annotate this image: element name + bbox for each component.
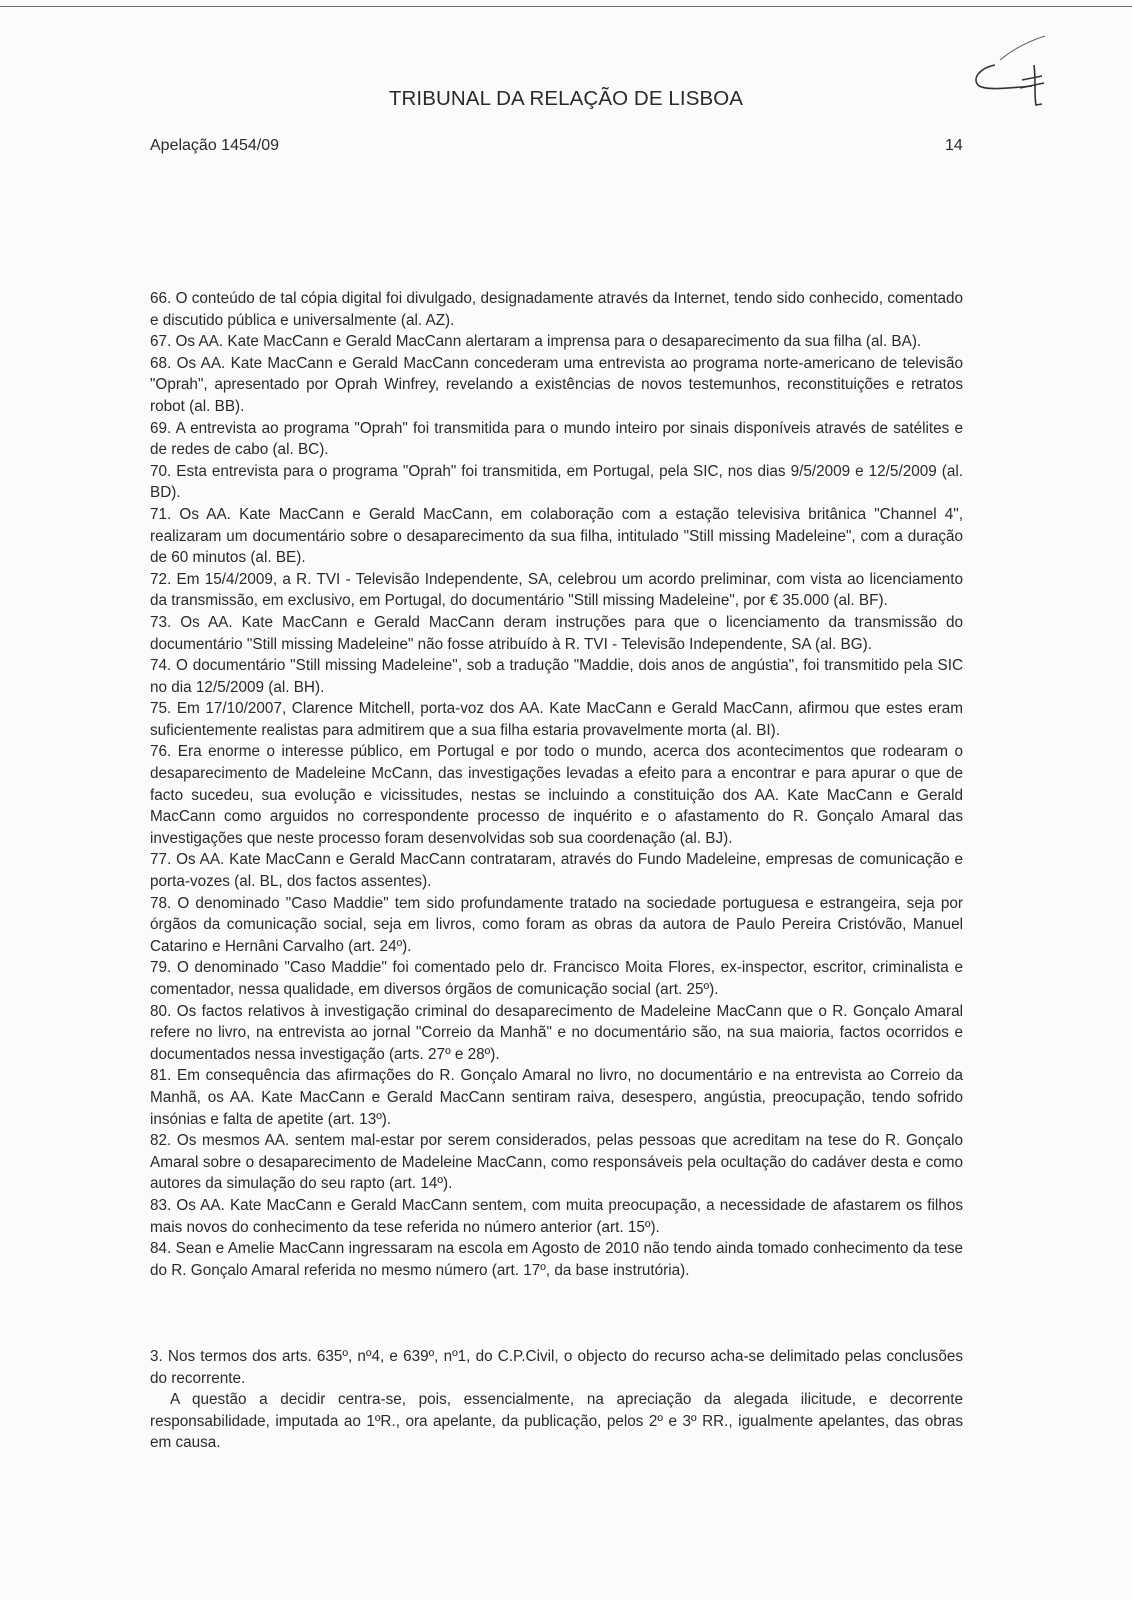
handwritten-signature (950, 30, 1060, 115)
section-3-paragraph-2: A questão a decidir centra-se, pois, essencialmente, na apreciação da alegada ilicitude, e decorrente responsabilidade, imputada ao 1ºR., ora apelante, da publicação, pelos 2º e 3º RR., igualmente apelantes, das obras em causa. (150, 1391, 963, 1452)
fact-84: 84. Sean e Amelie MacCann ingressaram na escola em Agosto de 2010 não tendo ainda tomado conhecimento da tese do R. Gonçalo Amaral referida no mesmo número (art. 17º, da base instrutória). (150, 1240, 963, 1279)
fact-82: 82. Os mesmos AA. sentem mal-estar por serem considerados, pelas pessoas que acreditam na tese do R. Gonçalo Amaral sobre o desaparecimento de Madeleine MacCann, como responsáveis pela ocultação do cadáver desta e como autores da simulação do seu rapto (art. 14º). (150, 1132, 963, 1193)
section-3 (150, 1346, 963, 1454)
fact-74: 74. O documentário "Still missing Madeleine", sob a tradução "Maddie, dois anos de angústia", foi transmitido pela SIC no dia 12/5/2009 (al. BH). (150, 657, 963, 696)
fact-69: 69. A entrevista ao programa "Oprah" foi transmitida para o mundo inteiro por sinais disponíveis através de satélites e de redes de cabo (al. BC). (150, 419, 963, 459)
fact-70: 70. Esta entrevista para o programa "Oprah" foi transmitida, em Portugal, pela SIC, nos dias 9/5/2009 e 12/5/2009 (al. BD). (150, 462, 963, 502)
top-rule (0, 6, 1132, 7)
fact-77: 77. Os AA. Kate MacCann e Gerald MacCann contrataram, através do Fundo Madeleine, empresas de comunicação e porta-vozes (al. BL, dos factos assentes). (150, 851, 963, 891)
court-title: TRIBUNAL DA RELAÇÃO DE LISBOA (388, 87, 744, 110)
fact-67: 67. Os AA. Kate MacCann e Gerald MacCann alertaram a imprensa para o desaparecimento da sua filha (al. BA). (150, 333, 922, 351)
facts-list (150, 288, 963, 1281)
fact-76: 76. Era enorme o interesse público, em Portugal e por todo o mundo, acerca dos acontecimentos que rodearam o desaparecimento de Madeleine McCann, das investigações levadas a efeito para a encontrar e para apurar o que de facto sucedeu, sua evolução e vicissitudes, nestas se incluindo a constituição dos AA. Kate MacCann e Gerald MacCann como arguidos no correspondente processo de inquérito e o afastamento do R. Gonçalo Amaral das investigações que neste processo foram desenvolvidas sob sua coordenação (al. BJ). (150, 743, 963, 847)
page-number: 14 (945, 137, 963, 154)
fact-75: 75. Em 17/10/2007, Clarence Mitchell, porta-voz dos AA. Kate MacCann e Gerald MacCann, afirmou que estes eram suficientemente realistas para admitirem que a sua filha estaria provavelmente morta (al. BI). (150, 700, 963, 739)
fact-72: 72. Em 15/4/2009, a R. TVI - Televisão Independente, SA, celebrou um acordo preliminar, com vista ao licenciamento da transmissão, em exclusivo, em Portugal, do documentário "Still missing Madeleine", por € 35.000 (al. BF). (150, 570, 963, 610)
fact-81: 81. Em consequência das afirmações do R. Gonçalo Amaral no livro, no documentário e na entrevista ao Correio da Manhã, os AA. Kate MacCann e Gerald MacCann sentiram raiva, desespero, angústia, preocupação, tendo sofrido insónias e falta de apetite (art. 13º). (150, 1067, 963, 1128)
fact-78: 78. O denominado "Caso Maddie" tem sido profundamente tratado na sociedade portuguesa e estrangeira, seja por órgãos da comunicação social, seja em livros, como foram as obras da autora de Paulo Pereira Cristóvão, Manuel Catarino e Hernâni Carvalho (art. 24º). (150, 894, 963, 955)
fact-73: 73. Os AA. Kate MacCann e Gerald MacCann deram instruções para que o licenciamento da transmissão do documentário "Still missing Madeleine" não fosse atribuído à R. TVI - Televisão Independente, SA (al. BG). (150, 613, 963, 653)
fact-80: 80. Os factos relativos à investigação criminal do desaparecimento de Madeleine MacCann que o R. Gonçalo Amaral refere no livro, na entrevista ao jornal "Correio da Manhã" e no documentário são, na sua maioria, factos ocorridos e documentados nessa investigação (arts. 27º e 28º). (150, 1002, 963, 1063)
fact-66: 66. O conteúdo de tal cópia digital foi divulgado, designadamente através da Internet, tendo sido conhecido, comentado e discutido pública e universalmente (al. AZ). (150, 290, 963, 329)
fact-79: 79. O denominado "Caso Maddie" foi comentado pelo dr. Francisco Moita Flores, ex-inspector, escritor, criminalista e comentador, nessa qualidade, em diversos órgãos de comunicação social (art. 25º). (150, 959, 963, 998)
case-reference: Apelação 1454/09 (150, 137, 279, 154)
fact-83: 83. Os AA. Kate MacCann e Gerald MacCann sentem, com muita preocupação, a necessidade de afastarem os filhos mais novos do conhecimento da tese referida no número anterior (art. 15º). (150, 1196, 963, 1236)
section-3-paragraph-1: 3. Nos termos dos arts. 635º, nº4, e 639º, nº1, do C.P.Civil, o objecto do recurso acha-se delimitado pelas conclusões do recorrente. (150, 1348, 963, 1387)
fact-68: 68. Os AA. Kate MacCann e Gerald MacCann concederam uma entrevista ao programa norte-americano de televisão "Oprah", apresentado por Oprah Winfrey, revelando a existências de novos testemunhos, reconstituições e retratos robot (al. BB). (150, 354, 963, 415)
fact-71: 71. Os AA. Kate MacCann e Gerald MacCann, em colaboração com a estação televisiva britânica "Channel 4", realizaram um documentário sobre o desaparecimento da sua filha, intitulado "Still missing Madeleine", com a duração de 60 minutos (al. BE). (150, 505, 963, 567)
